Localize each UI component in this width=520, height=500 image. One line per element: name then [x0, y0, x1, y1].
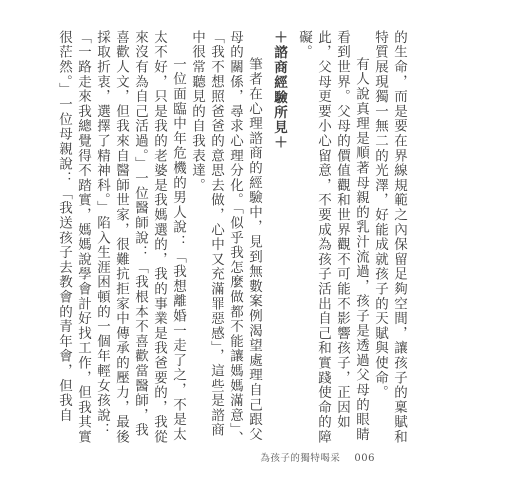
page-number: 006 [354, 453, 375, 464]
paragraph-2: 有人說真理是順著母親的乳汁流過，孩子是透過父母的眼睛看到世界。父母的價值觀和世界觀不可能不影響孩子，正因如此，父母更要小心留意，不要成為孩子活出自己和實踐使命的障礙。 [296, 30, 369, 445]
page-footer [260, 450, 375, 464]
paragraph-3: 筆者在心理諮商的經驗中，見到無數案例渴望處理自己跟父母的關係，尋求心理分化。「似乎我怎麼做都不能讓媽媽滿意」、「我不想照爸爸的意思去做，心中又充滿罪惡感」，這些是諮商中很常聽見的自我表達。 [189, 30, 262, 446]
main-text [56, 30, 408, 450]
paragraph-4: 一位面臨中年危機的男人說：「我想離婚一走了之，不是太太不好，只是我的老婆是我媽選的，我的事業是我爸要的，我從來沒有為自己活過。」一位醫師說：「我根本不喜歡當醫師，我喜歡人文，但我來自醫師世家，很難抗拒家中傳承的壓力，最後採取折衷，選擇了精神科。」陷入生涯困頓的一個年輕女孩說：「一路走來我總覺得不踏實，媽媽說學會計好找工作，但我其實很茫然。」一位母親說：「我送孩子去教會的青年會，但我自 [56, 30, 186, 445]
paragraph-1: 的生命，而是要在界線規範之內保留足夠空間，讓孩子的稟賦和特質展現獨一無二的光澤，好能成就孩子的天賦與使命。 [372, 30, 407, 445]
section-heading: ＋諮商經驗所見＋ [271, 30, 287, 150]
book-title: 為孩子的獨特喝采 [260, 453, 341, 464]
